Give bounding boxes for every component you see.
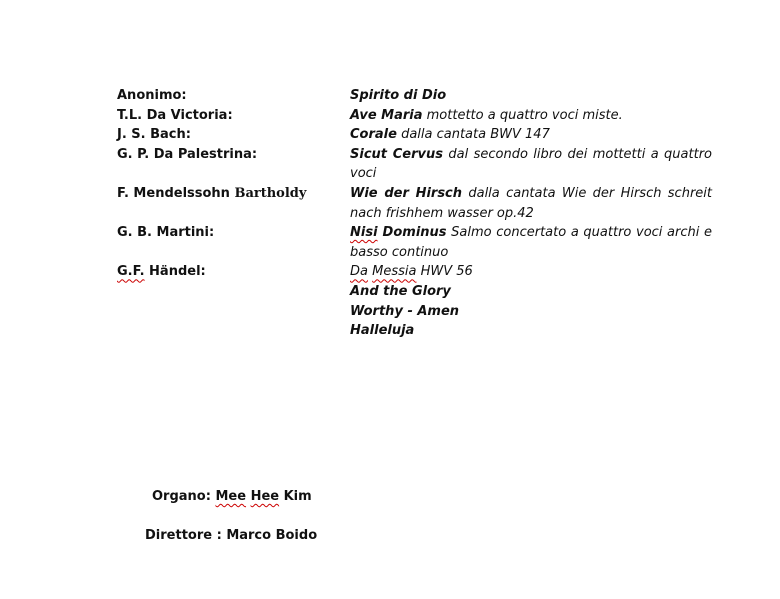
work-description: [350, 223, 712, 262]
work-description: [350, 262, 712, 340]
composer-first-part: F. Mendelssohn: [117, 185, 230, 201]
work-source-catalog: HWV 56: [416, 264, 473, 280]
program-entry: [117, 106, 717, 126]
composer-name: Anonimo:: [117, 88, 187, 103]
work-movement: Halleluja: [350, 323, 415, 339]
work-description: [350, 86, 712, 106]
program-entry: [117, 125, 717, 145]
work-detail: dalla cantata Wie der Hirsch schreit nach frishhem wasser op.42: [350, 185, 712, 221]
work-title: Corale: [350, 127, 397, 143]
organist-label: Organo:: [152, 489, 216, 504]
composer-second-part: Bartholdy: [234, 185, 307, 201]
composer-name: G. B. Martini:: [117, 225, 215, 241]
work-source-part-misspelled: Messia: [372, 264, 417, 280]
work-detail: mottetto a quattro voci miste.: [422, 107, 623, 123]
work-description: [350, 145, 712, 184]
program-entry: [117, 223, 717, 262]
work-source-line: [350, 262, 712, 282]
work-movement: And the Glory: [350, 283, 451, 299]
work-title: Wie der Hirsch: [350, 185, 463, 201]
composer-name: T.L. Da Victoria:: [117, 107, 233, 123]
work-detail: dal secondo libro dei mottetti a quattro voci: [350, 146, 712, 182]
work-title-part-misspelled: Nisi: [350, 225, 378, 241]
program-entry: [117, 184, 717, 223]
work-detail: Salmo concertato a quattro voci archi e basso continuo: [350, 225, 712, 260]
program-entry: [117, 86, 717, 106]
organist-name-last: Kim: [279, 489, 312, 504]
work-movement: Worthy - Amen: [350, 303, 460, 319]
director-credit: Direttore : Marco Boido: [145, 528, 318, 543]
composer-name: G. P. Da Palestrina:: [117, 146, 258, 162]
organist-name-part-misspelled: Mee: [215, 489, 247, 504]
organist-name-part-misspelled: Hee: [250, 489, 280, 504]
work-title-part: Dominus: [377, 225, 447, 241]
composer-name: J. S. Bach:: [117, 127, 191, 143]
work-description: [350, 125, 712, 145]
work-title: Spirito di Dio: [350, 88, 447, 103]
work-description: [350, 184, 712, 223]
concert-program: [117, 86, 717, 341]
program-entry: [117, 145, 717, 184]
work-title: Ave Maria: [350, 107, 423, 123]
work-source-part-misspelled: Da: [350, 264, 368, 280]
composer-surname: Händel:: [144, 264, 206, 280]
composer-name: [117, 262, 350, 282]
organist-credit: [152, 488, 312, 506]
work-title: Sicut Cervus: [350, 146, 444, 162]
composer-initials-misspelled: G.F.: [117, 264, 145, 280]
program-entry: [117, 262, 717, 340]
work-description: [350, 106, 712, 126]
composer-name: [117, 184, 350, 204]
work-detail: dalla cantata BWV 147: [396, 127, 550, 143]
